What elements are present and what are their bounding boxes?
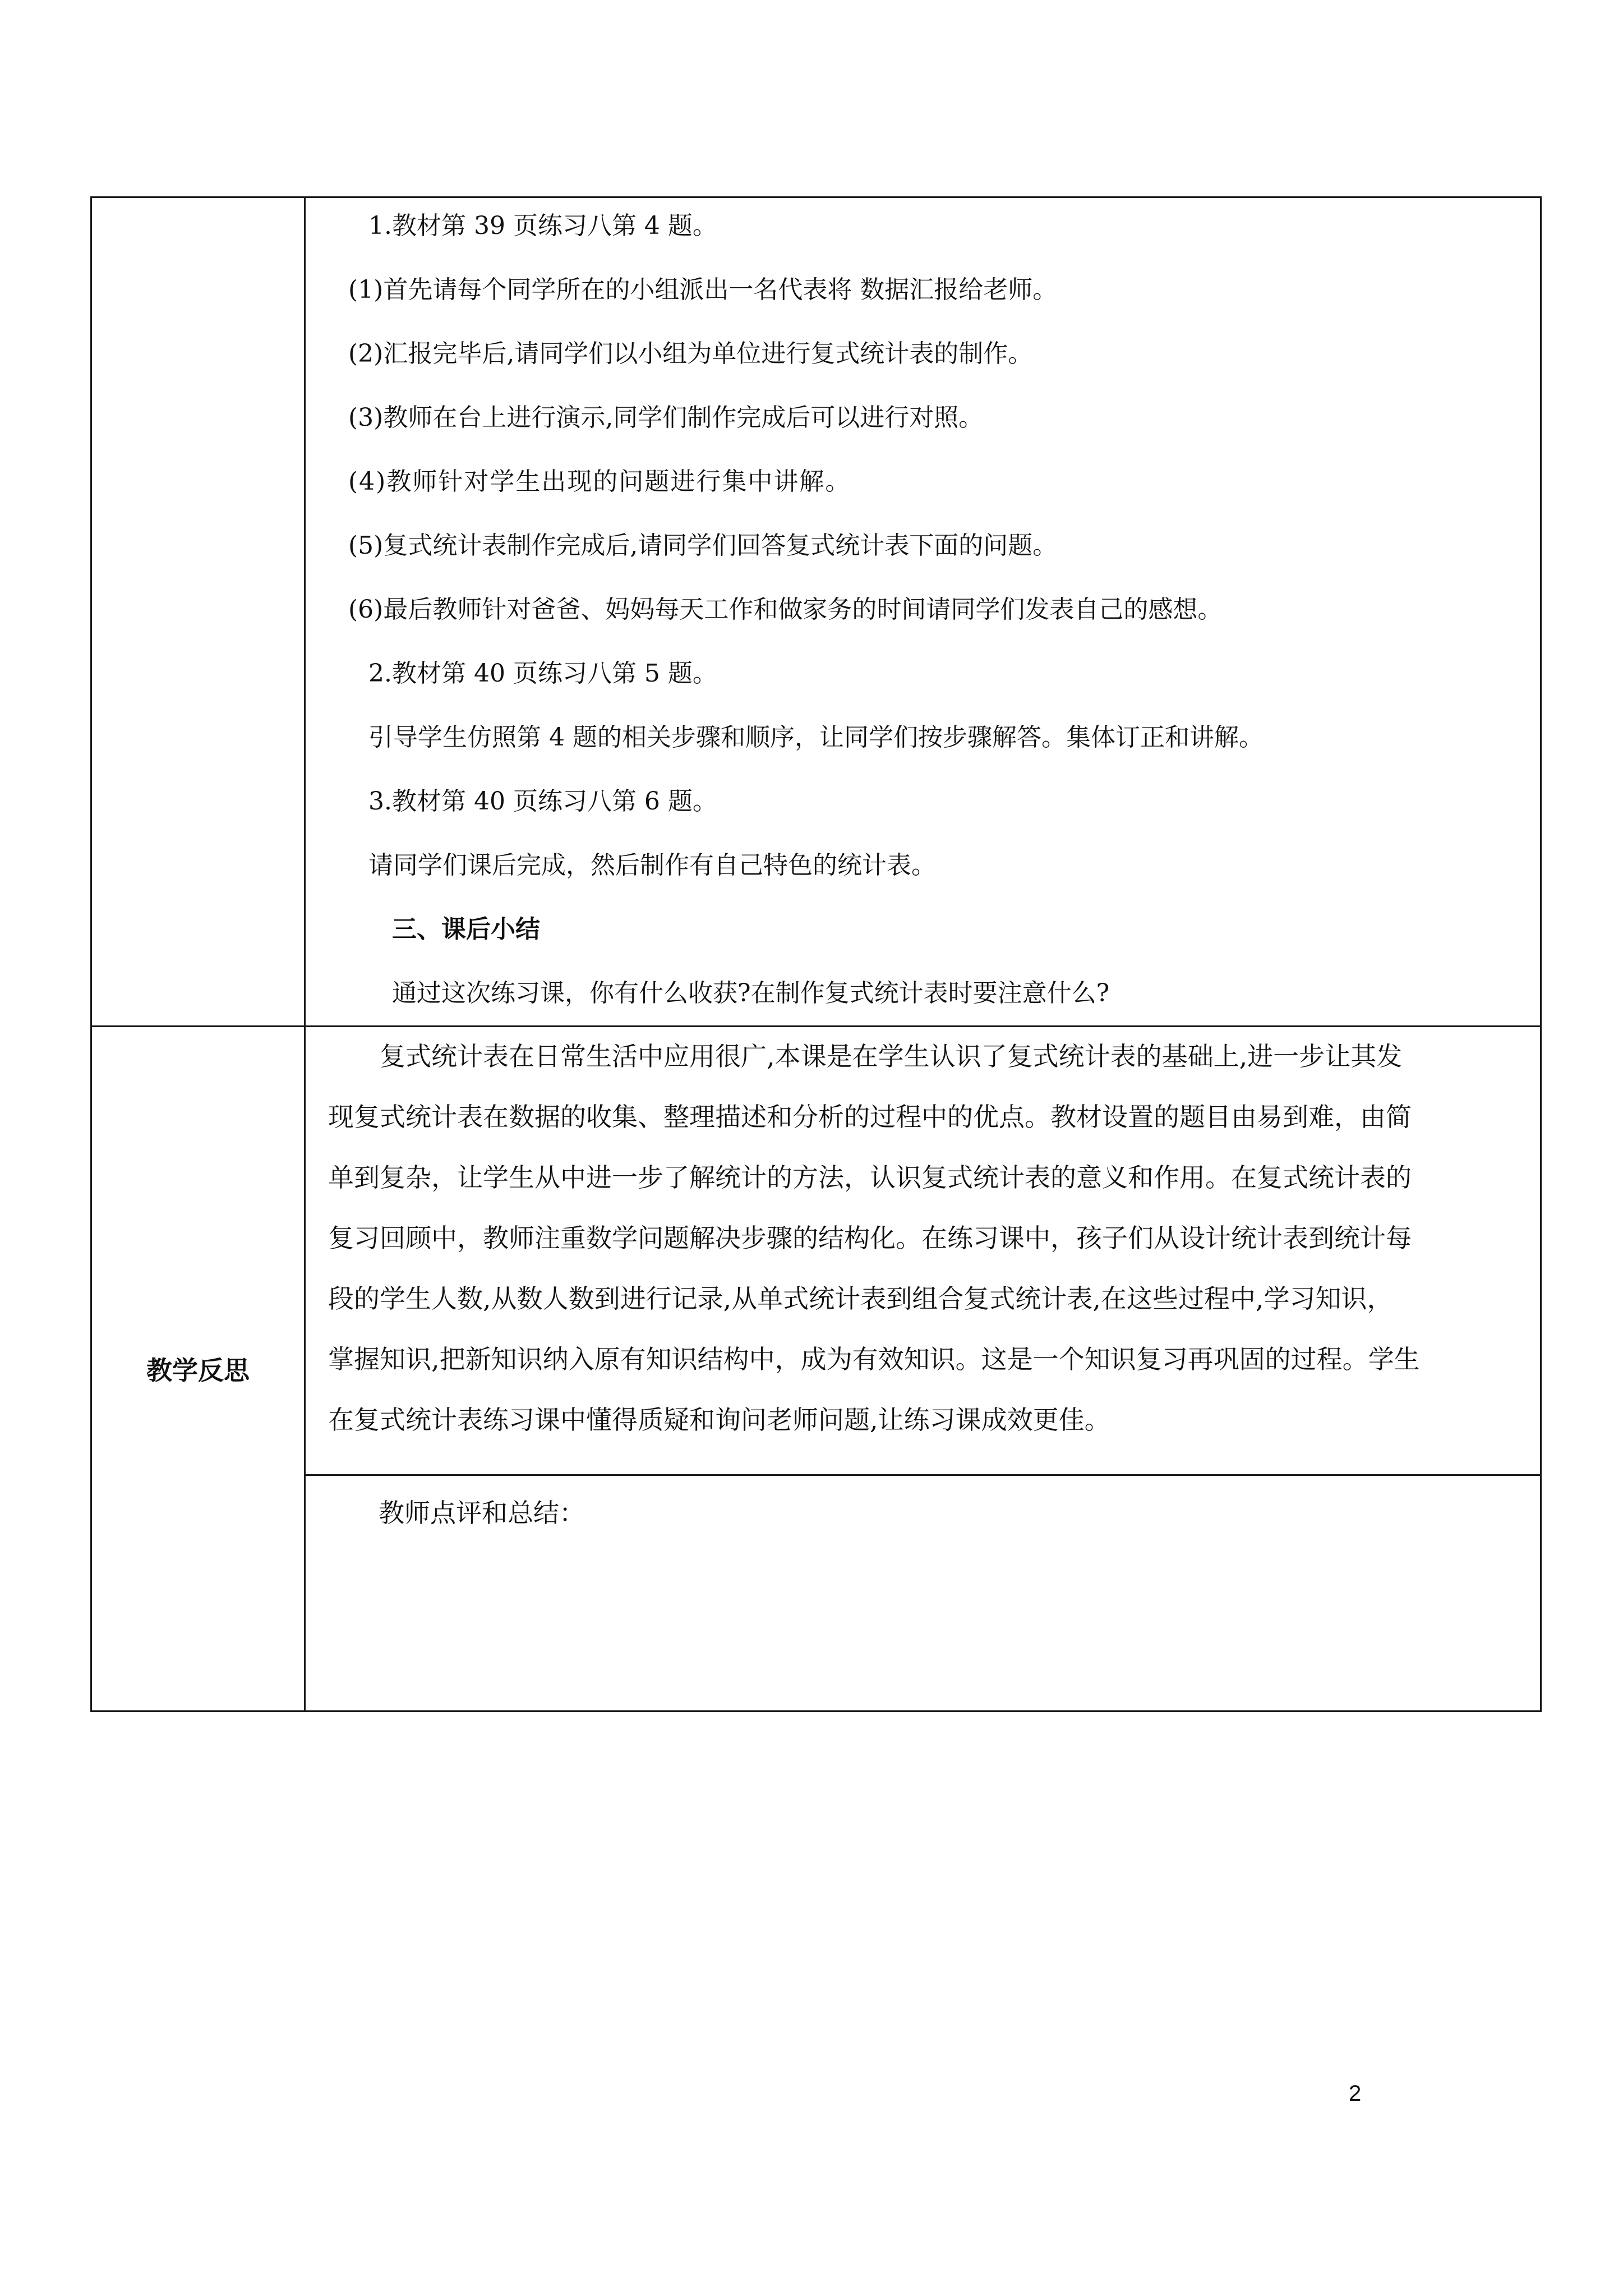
reflection-line: 复习回顾中，教师注重数学问题解决步骤的结构化。在练习课中，孩子们从设计统计表到统计每	[328, 1223, 1412, 1253]
activity-line: (2)汇报完毕后,请同学们以小组为单位进行复式统计表的制作。	[348, 339, 1033, 368]
activity-line: (4)教师针对学生出现的问题进行集中讲解。	[348, 467, 851, 496]
reflection-line: 单到复杂，让学生从中进一步了解统计的方法，认识复式统计表的意义和作用。在复式统计表的	[328, 1162, 1412, 1193]
reflection-line: 在复式统计表练习课中懂得质疑和询问老师问题,让练习课成效更佳。	[328, 1405, 1110, 1435]
reflection-line: 复式统计表在日常生活中应用很广,本课是在学生认识了复式统计表的基础上,进一步让其发	[328, 1041, 1403, 1071]
activity-line: 2.教材第 40 页练习八第 5 题。	[368, 659, 717, 688]
activity-line: (6)最后教师针对爸爸、妈妈每天工作和做家务的时间请同学们发表自己的感想。	[348, 595, 1223, 624]
teacher-review-cell	[306, 1476, 1540, 1710]
activity-line: (1)首先请每个同学所在的小组派出一名代表将 数据汇报给老师。	[348, 275, 1058, 304]
activity-line: 请同学们课后完成，然后制作有自己特色的统计表。	[368, 851, 936, 880]
activity-line: 引导学生仿照第 4 题的相关步骤和顺序，让同学们按步骤解答。集体订正和讲解。	[368, 723, 1264, 752]
reflection-line: 掌握知识,把新知识纳入原有知识结构中，成为有效知识。这是一个知识复习再巩固的过程。学生	[328, 1344, 1420, 1374]
teacher-review-label: 教师点评和总结：	[379, 1498, 585, 1528]
reflection-line: 现复式统计表在数据的收集、整理描述和分析的过程中的优点。教材设置的题目由易到难，由简	[328, 1102, 1412, 1132]
reflection-label: 教学反思	[146, 1355, 250, 1386]
lesson-plan-table	[90, 196, 1542, 1712]
summary-heading: 三、课后小结	[392, 915, 540, 944]
page-number: 2	[1349, 2081, 1362, 2106]
reflection-line: 段的学生人数,从数人数到进行记录,从单式统计表到组合复式统计表,在这些过程中,学习知识，	[328, 1283, 1393, 1314]
reflection-cell	[306, 1027, 1540, 1474]
activity-line: (5)复式统计表制作完成后,请同学们回答复式统计表下面的问题。	[348, 531, 1058, 560]
activity-line: 1.教材第 39 页练习八第 4 题。	[368, 211, 717, 240]
summary-text: 通过这次练习课，你有什么收获?在制作复式统计表时要注意什么?	[392, 979, 1110, 1007]
activity-line: 3.教材第 40 页练习八第 6 题。	[368, 787, 717, 816]
activity-line: (3)教师在台上进行演示,同学们制作完成后可以进行对照。	[348, 403, 984, 432]
activities-cell	[306, 198, 1540, 1025]
